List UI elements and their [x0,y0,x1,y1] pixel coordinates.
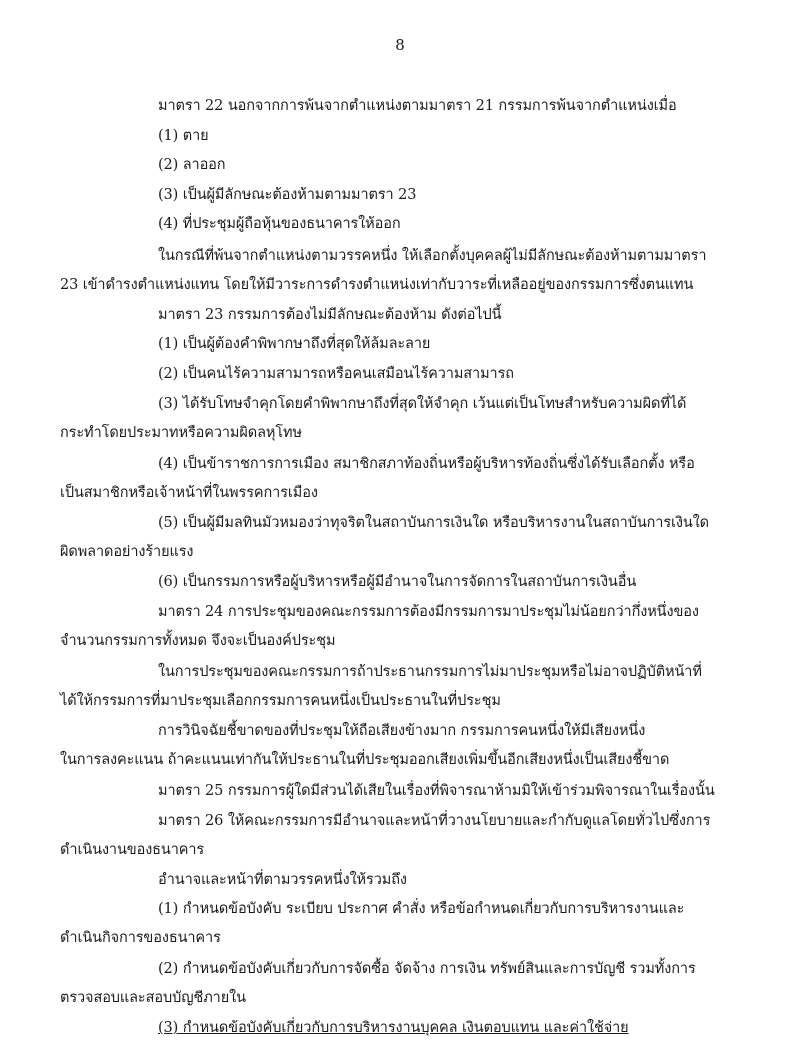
text-line: มาตรา 25 กรรมการผู้ใดมีส่วนได้เสียในเรื่องที่พิจารณาห้ามมิให้เข้าร่วมพิจารณาในเรื่องนั้น [158,783,715,799]
page-number: 8 [395,36,405,54]
text-line: (6) เป็นกรรมการหรือผู้บริหารหรือผู้มีอำนาจในการจัดการในสถาบันการเงินอื่น [158,574,637,590]
text-line: (2) ลาออก [158,157,226,173]
text-line: มาตรา 24 การประชุมของคณะกรรมการต้องมีกรรมการมาประชุมไม่น้อยกว่ากึ่งหนึ่งของ [158,604,699,620]
text-line: (1) กำหนดข้อบังคับ ระเบียบ ประกาศ คำสั่ง หรือข้อกำหนดเกี่ยวกับการบริหารงานและ [158,901,685,917]
text-line: (4) เป็นข้าราชการการเมือง สมาชิกสภาท้องถิ่นหรือผู้บริหารท้องถิ่นซึ่งได้รับเลือกตั้ง หรือ [158,456,695,472]
text-line: ได้ให้กรรมการที่มาประชุมเลือกกรรมการคนหนึ่งเป็นประธานในที่ประชุม [60,693,501,709]
text-line: จำนวนกรรมการทั้งหมด จึงจะเป็นองค์ประชุม [60,633,336,649]
text-line: อำนาจและหน้าที่ตามวรรคหนึ่งให้รวมถึง [158,872,407,888]
text-line: (3) กำหนดข้อบังคับเกี่ยวกับการบริหารงานบุคคล เงินตอบแทน และค่าใช้จ่าย [158,1020,629,1036]
text-line: ในกรณีที่พ้นจากตำแหน่งตามวรรคหนึ่ง ให้เลือกตั้งบุคคลผู้ไม่มีลักษณะต้องห้ามตามมาตรา [158,248,707,264]
text-line: (4) ที่ประชุมผู้ถือหุ้นของธนาคารให้ออก [158,216,401,232]
text-line: มาตรา 26 ให้คณะกรรมการมีอำนาจและหน้าที่วางนโยบายและกำกับดูแลโดยทั่วไปซึ่งการ [158,813,711,829]
text-line: ตรวจสอบและสอบบัญชีภายใน [60,990,246,1006]
text-line: (1) ตาย [158,128,209,144]
text-line: เป็นสมาชิกหรือเจ้าหน้าที่ในพรรคการเมือง [60,485,318,501]
text-line: (3) ได้รับโทษจำคุกโดยคำพิพากษาถึงที่สุดให้จำคุก เว้นแต่เป็นโทษสำหรับความผิดที่ได้ [158,396,687,412]
text-line: ดำเนินงานของธนาคาร [60,842,205,858]
text-line: มาตรา 22 นอกจากการพ้นจากตำแหน่งตามมาตรา 21 กรรมการพ้นจากตำแหน่งเมื่อ [158,98,677,114]
text-line: 23 เข้าดำรงตำแหน่งแทน โดยให้มีวาระการดำรงตำแหน่งเท่ากับวาระที่เหลืออยู่ของกรรมการซึ่งตนแทน [60,277,694,293]
text-line: การวินิจฉัยชี้ขาดของที่ประชุมให้ถือเสียงข้างมาก กรรมการคนหนึ่งให้มีเสียงหนึ่ง [158,723,646,739]
text-line: ผิดพลาดอย่างร้ายแรง [60,544,194,560]
text-line: ในการลงคะแนน ถ้าคะแนนเท่ากันให้ประธานในที่ประชุมออกเสียงเพิ่มขึ้นอีกเสียงหนึ่งเป็นเสียงชี้ขาด [60,752,670,768]
text-line: ในการประชุมของคณะกรรมการถ้าประธานกรรมการไม่มาประชุมหรือไม่อาจปฏิบัติหน้าที่ [158,664,702,680]
text-line: มาตรา 23 กรรมการต้องไม่มีลักษณะต้องห้าม ดังต่อไปนี้ [158,307,502,323]
text-line: (2) เป็นคนไร้ความสามารถหรือคนเสมือนไร้ความสามารถ [158,366,514,382]
text-line: กระทำโดยประมาทหรือความผิดลหุโทษ [60,425,302,441]
text-line: ดำเนินกิจการของธนาคาร [60,930,221,946]
text-line: (3) เป็นผู้มีลักษณะต้องห้ามตามมาตรา 23 [158,187,417,203]
text-line: (5) เป็นผู้มีมลทินมัวหมองว่าทุจริตในสถาบันการเงินใด หรือบริหารงานในสถาบันการเงินใด [158,515,709,531]
text-line: (1) เป็นผู้ต้องคำพิพากษาถึงที่สุดให้ล้มละลาย [158,336,431,352]
text-line: (2) กำหนดข้อบังคับเกี่ยวกับการจัดซื้อ จัดจ้าง การเงิน ทรัพย์สินและการบัญชี รวมทั้งการ [158,961,696,977]
